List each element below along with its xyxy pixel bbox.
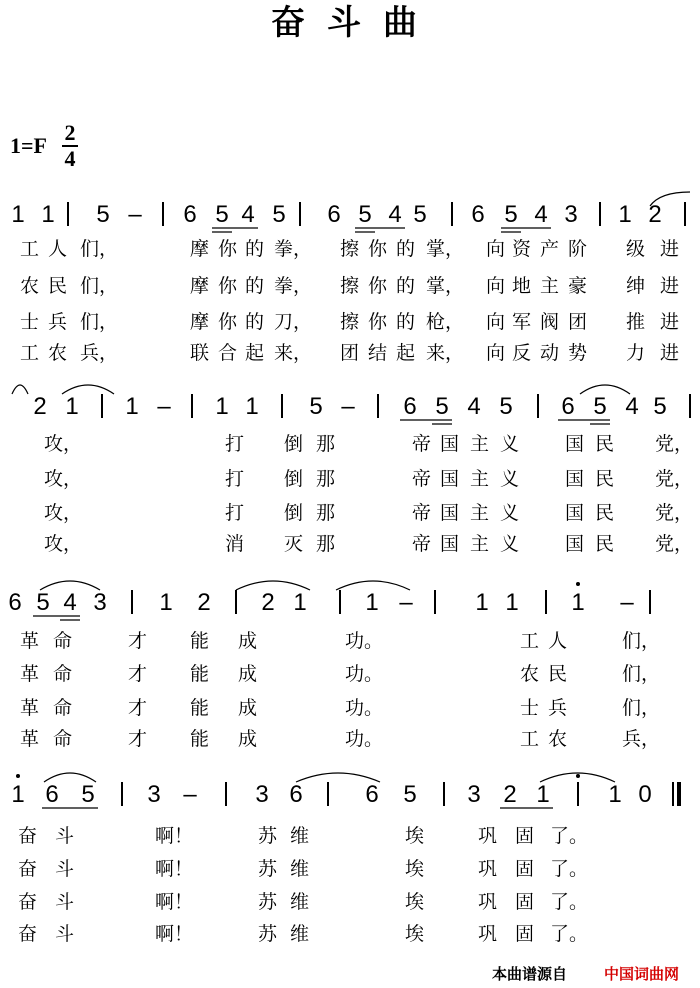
note: – (341, 393, 355, 420)
lyric-syllable: 帝 (412, 533, 432, 555)
lyric-syllable: 攻， (44, 502, 83, 524)
note: 2 (648, 201, 662, 228)
note: 5 (413, 201, 427, 228)
lyric-syllable: 奋 (18, 923, 38, 945)
music-system (11, 773, 679, 945)
lyric-syllable: 义 (500, 468, 520, 490)
note: 1 (215, 393, 229, 420)
lyric-syllable: 固 (515, 858, 535, 880)
lyric-syllable: 苏 (258, 858, 278, 880)
note: 5 (81, 781, 95, 808)
lyric-syllable: 倒 (284, 468, 304, 490)
note: 1 (11, 201, 25, 228)
note: 5 (499, 393, 513, 420)
lyric-syllable: 士 (20, 311, 40, 333)
note: 1 (571, 589, 585, 616)
lyric-syllable: 军 (512, 311, 532, 333)
lyric-syllable: 成 (238, 663, 258, 685)
lyric-syllable: 枪， (426, 311, 465, 333)
note: 3 (467, 781, 481, 808)
lyric-syllable: 国 (440, 502, 460, 524)
lyric-syllable: 巩 (478, 825, 498, 847)
lyric-syllable: 维 (290, 858, 310, 880)
lyric-syllable: 革 (20, 697, 40, 719)
note: – (620, 589, 634, 616)
lyric-syllable: 能 (190, 697, 210, 719)
lyric-syllable: 人 (548, 630, 568, 652)
lyric-syllable: 们， (80, 238, 119, 260)
lyric-syllable: 啊！ (155, 858, 194, 880)
lyric-syllable: 斗 (55, 923, 75, 945)
lyric-syllable: 你 (368, 275, 388, 297)
lyric-syllable: 那 (316, 502, 336, 524)
lyric-syllable: 革 (20, 728, 40, 750)
note: 6 (289, 781, 303, 808)
note: 6 (403, 393, 417, 420)
lyric-syllable: 埃 (405, 825, 425, 847)
lyric-syllable: 义 (500, 433, 520, 455)
note: 6 (365, 781, 379, 808)
lyric-syllable: 拳， (274, 275, 313, 297)
lyric-syllable: 巩 (478, 923, 498, 945)
lyric-syllable: 进 (660, 275, 680, 297)
lyric-syllable: 才 (128, 663, 148, 685)
octave-dot (576, 582, 580, 586)
lyric-syllable: 义 (500, 502, 520, 524)
lyric-syllable: 你 (218, 311, 238, 333)
lyric-syllable: 能 (190, 663, 210, 685)
lyric-syllable: 进 (660, 238, 680, 260)
lyric-syllable: 摩 (190, 238, 210, 260)
time-signature-top: 2 (64, 120, 76, 145)
lyric-syllable: 义 (500, 533, 520, 555)
lyric-syllable: 们， (80, 275, 119, 297)
lyric-syllable: 主 (470, 468, 490, 490)
note: 4 (534, 201, 548, 228)
lyric-syllable: 国 (565, 433, 585, 455)
note: 4 (63, 589, 77, 616)
lyric-syllable: 命 (53, 697, 73, 719)
lyric-syllable: 们， (622, 663, 661, 685)
lyric-syllable: 固 (515, 891, 535, 913)
note: – (183, 781, 197, 808)
key-signature: 1=F (10, 133, 47, 158)
lyric-syllable: 兵 (548, 697, 568, 719)
note: 5 (96, 201, 110, 228)
octave-dot (576, 774, 580, 778)
music-systems (8, 192, 693, 945)
lyric-syllable: 地 (512, 275, 532, 297)
lyric-syllable: 功。 (345, 663, 384, 685)
lyric-syllable: 势 (568, 342, 588, 364)
lyric-syllable: 团 (340, 342, 360, 364)
lyric-syllable: 固 (515, 825, 535, 847)
lyric-syllable: 国 (565, 533, 585, 555)
lyric-syllable: 的 (396, 275, 416, 297)
lyric-syllable: 兵 (48, 311, 68, 333)
lyric-syllable: 资 (512, 238, 532, 260)
lyric-syllable: 命 (53, 663, 73, 685)
lyric-syllable: 斗 (55, 858, 75, 880)
lyric-syllable: 奋 (18, 891, 38, 913)
lyric-syllable: 帝 (412, 468, 432, 490)
lyric-syllable: 民 (48, 275, 68, 297)
slur (12, 385, 28, 394)
lyric-syllable: 掌， (426, 275, 465, 297)
note: 3 (255, 781, 269, 808)
lyric-syllable: 奋 (18, 825, 38, 847)
lyric-syllable: 力 (626, 342, 646, 364)
lyric-syllable: 了。 (550, 891, 589, 913)
lyric-syllable: 豪 (568, 275, 588, 297)
lyric-syllable: 你 (218, 238, 238, 260)
lyric-syllable: 巩 (478, 891, 498, 913)
lyric-syllable: 主 (470, 433, 490, 455)
lyric-syllable: 帝 (412, 502, 432, 524)
lyric-syllable: 的 (245, 238, 265, 260)
note: 2 (197, 589, 211, 616)
lyric-syllable: 绅 (626, 275, 646, 297)
lyric-syllable: 那 (316, 433, 336, 455)
lyric-syllable: 才 (128, 630, 148, 652)
lyric-syllable: 推 (626, 311, 646, 333)
lyric-syllable: 党， (655, 502, 694, 524)
lyric-syllable: 国 (565, 502, 585, 524)
note: 5 (358, 201, 372, 228)
lyric-syllable: 兵， (80, 342, 119, 364)
lyric-syllable: 那 (316, 533, 336, 555)
lyric-syllable: 维 (290, 891, 310, 913)
lyric-syllable: 了。 (550, 825, 589, 847)
note: 1 (536, 781, 550, 808)
lyric-syllable: 的 (396, 311, 416, 333)
lyric-syllable: 才 (128, 697, 148, 719)
lyric-syllable: 团 (568, 311, 588, 333)
lyric-syllable: 成 (238, 697, 258, 719)
lyric-syllable: 反 (512, 342, 532, 364)
note: 1 (11, 781, 25, 808)
lyric-syllable: 斗 (55, 825, 75, 847)
note: 3 (93, 589, 107, 616)
lyric-syllable: 倒 (284, 502, 304, 524)
note: 4 (241, 201, 255, 228)
lyric-syllable: 来， (426, 342, 465, 364)
song-title: 奋斗曲 (271, 3, 439, 43)
lyric-syllable: 功。 (345, 697, 384, 719)
lyric-syllable: 苏 (258, 825, 278, 847)
lyric-syllable: 向 (486, 311, 506, 333)
lyric-syllable: 维 (290, 825, 310, 847)
note: 3 (564, 201, 578, 228)
lyric-syllable: 兵， (622, 728, 661, 750)
note: – (157, 393, 171, 420)
lyric-syllable: 打 (225, 433, 245, 455)
lyric-syllable: 农 (48, 342, 68, 364)
lyric-syllable: 功。 (345, 630, 384, 652)
lyric-syllable: 掌， (426, 238, 465, 260)
note: 4 (625, 393, 639, 420)
lyric-syllable: 奋 (18, 858, 38, 880)
lyric-syllable: 们， (80, 311, 119, 333)
lyric-syllable: 啊！ (155, 891, 194, 913)
lyric-syllable: 帝 (412, 433, 432, 455)
lyric-syllable: 的 (245, 275, 265, 297)
lyric-syllable: 埃 (405, 891, 425, 913)
lyric-syllable: 命 (53, 728, 73, 750)
lyric-syllable: 士 (520, 697, 540, 719)
note: 4 (467, 393, 481, 420)
note: 1 (245, 393, 259, 420)
lyric-syllable: 国 (565, 468, 585, 490)
lyric-syllable: 了。 (550, 858, 589, 880)
lyric-syllable: 工 (520, 728, 540, 750)
lyric-syllable: 向 (486, 238, 506, 260)
lyric-syllable: 固 (515, 923, 535, 945)
music-system (11, 192, 690, 364)
lyric-syllable: 动 (540, 342, 560, 364)
note: 1 (293, 589, 307, 616)
lyric-syllable: 功。 (345, 728, 384, 750)
source-label: 本曲谱源自 (492, 965, 568, 983)
lyric-syllable: 的 (396, 238, 416, 260)
lyric-syllable: 起 (245, 342, 265, 364)
lyric-syllable: 民 (595, 502, 615, 524)
lyric-syllable: 拳， (274, 238, 313, 260)
lyric-syllable: 阀 (540, 311, 560, 333)
note: 2 (261, 589, 275, 616)
lyric-syllable: 命 (53, 630, 73, 652)
lyric-syllable: 党， (655, 468, 694, 490)
note: 6 (327, 201, 341, 228)
note: 6 (183, 201, 197, 228)
note: 1 (159, 589, 173, 616)
lyric-syllable: 民 (548, 663, 568, 685)
note: 2 (33, 393, 47, 420)
lyric-syllable: 才 (128, 728, 148, 750)
lyric-syllable: 成 (238, 728, 258, 750)
lyric-syllable: 产 (540, 238, 560, 260)
lyric-syllable: 工 (20, 238, 40, 260)
note: – (399, 589, 413, 616)
time-signature-bottom: 4 (64, 146, 76, 171)
lyric-syllable: 联 (190, 342, 210, 364)
lyric-syllable: 革 (20, 630, 40, 652)
note: 6 (45, 781, 59, 808)
note: 5 (403, 781, 417, 808)
note: 1 (608, 781, 622, 808)
lyric-syllable: 摩 (190, 275, 210, 297)
lyric-syllable: 了。 (550, 923, 589, 945)
lyric-syllable: 灭 (284, 533, 304, 555)
lyric-syllable: 苏 (258, 923, 278, 945)
note: 0 (638, 781, 652, 808)
lyric-syllable: 来， (274, 342, 313, 364)
lyric-syllable: 维 (290, 923, 310, 945)
note: 4 (388, 201, 402, 228)
lyric-syllable: 成 (238, 630, 258, 652)
note: 1 (618, 201, 632, 228)
lyric-syllable: 主 (470, 502, 490, 524)
lyric-syllable: 党， (655, 433, 694, 455)
note: 1 (125, 393, 139, 420)
lyric-syllable: 擦 (340, 311, 360, 333)
lyric-syllable: 党， (655, 533, 694, 555)
note: 1 (41, 201, 55, 228)
lyric-syllable: 民 (595, 468, 615, 490)
note: 5 (504, 201, 518, 228)
lyric-syllable: 阶 (568, 238, 588, 260)
lyric-syllable: 啊！ (155, 923, 194, 945)
lyric-syllable: 民 (595, 533, 615, 555)
lyric-syllable: 苏 (258, 891, 278, 913)
lyric-syllable: 消 (225, 533, 245, 555)
lyric-syllable: 能 (190, 630, 210, 652)
lyric-syllable: 摩 (190, 311, 210, 333)
note: 1 (505, 589, 519, 616)
note: 5 (309, 393, 323, 420)
note: 1 (475, 589, 489, 616)
note: 5 (653, 393, 667, 420)
note: 5 (593, 393, 607, 420)
note: 6 (471, 201, 485, 228)
octave-dot (16, 774, 20, 778)
note: 2 (503, 781, 517, 808)
lyric-syllable: 向 (486, 342, 506, 364)
lyric-syllable: 合 (218, 342, 238, 364)
lyric-syllable: 们， (622, 697, 661, 719)
note: 5 (215, 201, 229, 228)
lyric-syllable: 民 (595, 433, 615, 455)
source-site-link[interactable]: 中国词曲网 (604, 965, 680, 983)
lyric-syllable: 工 (520, 630, 540, 652)
note: 5 (272, 201, 286, 228)
lyric-syllable: 打 (225, 502, 245, 524)
lyric-syllable: 工 (20, 342, 40, 364)
lyric-syllable: 你 (368, 238, 388, 260)
note: 6 (8, 589, 22, 616)
lyric-syllable: 国 (440, 433, 460, 455)
lyric-syllable: 主 (540, 275, 560, 297)
lyric-syllable: 们， (622, 630, 661, 652)
lyric-syllable: 国 (440, 468, 460, 490)
lyric-syllable: 埃 (405, 858, 425, 880)
lyric-syllable: 级 (626, 238, 646, 260)
lyric-syllable: 攻， (44, 533, 83, 555)
lyric-syllable: 人 (48, 238, 68, 260)
lyric-syllable: 倒 (284, 433, 304, 455)
note: 1 (65, 393, 79, 420)
note: 6 (561, 393, 575, 420)
lyric-syllable: 农 (548, 728, 568, 750)
lyric-syllable: 的 (245, 311, 265, 333)
lyric-syllable: 结 (368, 342, 388, 364)
lyric-syllable: 埃 (405, 923, 425, 945)
note: 5 (435, 393, 449, 420)
lyric-syllable: 攻， (44, 468, 83, 490)
lyric-syllable: 革 (20, 663, 40, 685)
lyric-syllable: 擦 (340, 238, 360, 260)
note: 3 (147, 781, 161, 808)
lyric-syllable: 起 (396, 342, 416, 364)
lyric-syllable: 攻， (44, 433, 83, 455)
lyric-syllable: 进 (660, 342, 680, 364)
lyric-syllable: 你 (218, 275, 238, 297)
lyric-syllable: 斗 (55, 891, 75, 913)
lyric-syllable: 你 (368, 311, 388, 333)
lyric-syllable: 能 (190, 728, 210, 750)
note: – (128, 201, 142, 228)
music-system (8, 581, 660, 750)
lyric-syllable: 农 (520, 663, 540, 685)
lyric-syllable: 巩 (478, 858, 498, 880)
lyric-syllable: 擦 (340, 275, 360, 297)
lyric-syllable: 啊！ (155, 825, 194, 847)
lyric-syllable: 农 (20, 275, 40, 297)
note: 5 (36, 589, 50, 616)
music-system (12, 385, 693, 555)
lyric-syllable: 打 (225, 468, 245, 490)
lyric-syllable: 向 (486, 275, 506, 297)
lyric-syllable: 那 (316, 468, 336, 490)
lyric-syllable: 国 (440, 533, 460, 555)
lyric-syllable: 刀， (274, 311, 313, 333)
lyric-syllable: 进 (660, 311, 680, 333)
lyric-syllable: 主 (470, 533, 490, 555)
note: 1 (365, 589, 379, 616)
